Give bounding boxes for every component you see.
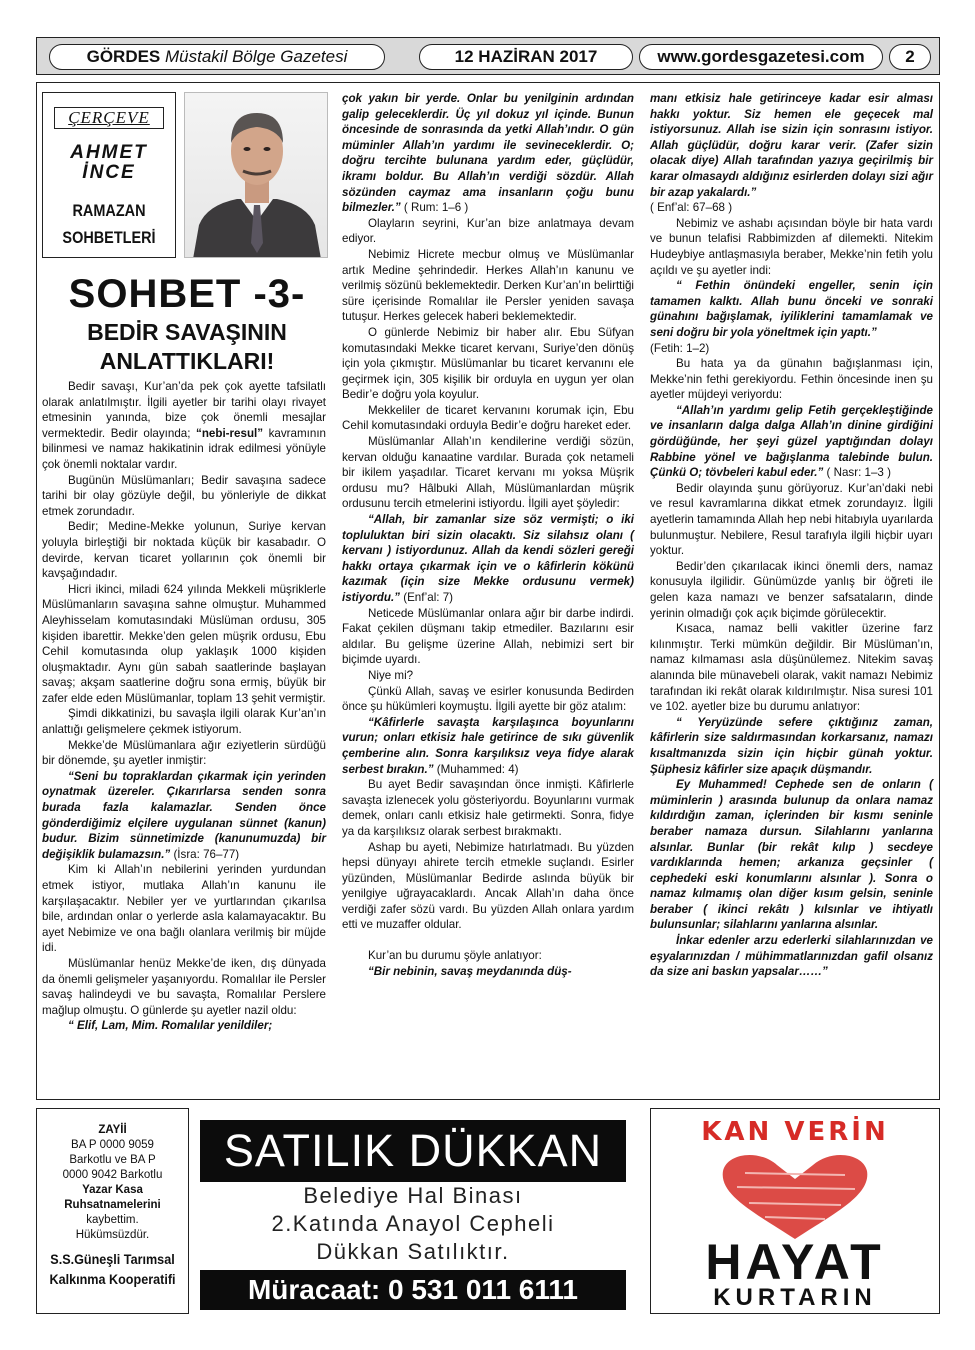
author-last-name: İNCE (82, 162, 136, 183)
paragraph: Olayların seyrini, Kur’an bize anlatmaya devam ediyor. (342, 216, 634, 246)
shop-ad-line: Dükkan Satılıktır. (316, 1239, 510, 1264)
verse-quote: çok yakın bir yerde. Onlar bu yenilginin ardından galip geleceklerdir. Üç yıl dokuz yıl içinde. Bunun öncesinde de sonrasında da yetki Allah’ındır. O gün müminler Allah’ın yardımı ile sevineceklerdir. O; doğru tercihte bulunana yardım eder, güçlüdür, ikramı boldur. Bu Allah’ın verdiği sözdür. Allah sözünden caymaz ama insanların çoğu bunu bilmezler.” ( Rum: 1–6 ) (342, 92, 634, 215)
column-title-box (42, 92, 176, 258)
shop-ad-line: 2.Katında Anayol Cepheli (271, 1211, 555, 1236)
paragraph: Ashap bu ayeti, Nebimize hatırlatmadı. Bu yüzden hepsi dünyayı ahirete tercih etmekle suçlandı. Esirler yüzünden, Müslümanlar Bedirde aslında büyük bir yenilgiye uğrayacaklardı. Ancak Allah’ın daha önce verdiği zafer sözü vardı. Bu yüzden Allah onlara yardım etti ve muzaffer oldular. (342, 840, 634, 932)
brand-subtitle: Müstakil Bölge Gazetesi (165, 47, 348, 66)
verse-quote: İnkar edenler arzu ederlerki silahlarınızdan ve eşyalarınızdan / mühimmatlarınızdan gafil olsanız da size ani baskın yapsalar……” (650, 934, 933, 979)
verse-quote: manı etkisiz hale getirinceye kadar esir alması hakkı yoktur. Siz hemen ele geçecek mal istiyorsunuz. Allah ise sizin için sonrasını istiyor. Allah güçlüdür, doğru karar verir. (Zafer sizin olacak diye) Allah tarafından yazıya geçirilmiş bir karar olmasaydı aldığınız esirlerden dolayı sizi ağır bir azap yakalardı.” (650, 92, 933, 199)
article-column-3 (650, 91, 933, 980)
paragraph: Bedir olayında şunu görüyoruz. Kur’an’daki nebi ve resul kavramlarına dikkat etmek zorundayız. İlgili ayetlerin tamamında Allah hep nebi hitabıyla uyarılarda bulunmuştur. Nebilere, Resul tarafıyla ilgili hiçbir uyarı yoktur. (650, 481, 933, 558)
verse-quote: “ Yeryüzünde sefere çıktığınız zaman, kâfirlerin size saldırmasından korkarsanız, namazı kısaltmanızda sizin için hiçbir günah yoktur. Şüphesiz kâfirler size apaçık düşmandır. (650, 715, 933, 776)
shop-ad-body (196, 1182, 630, 1266)
paragraph: Kim ki Allah’ın nebilerini yerinden yurdundan etmek istiyor, mutlaka Allah’ın kanunu ile karşılaşacaktır. Nebiler yer ve yurtlarından çıkarılsa bile, ardından onlar o yerlerde asla kalamayacaktır. Bu ayet Nebimize ve ona bağlı olanlara verilmiş bir müjde idi. (42, 863, 326, 955)
author-first-name: AHMET (70, 142, 148, 163)
article-headline: SOHBET -3- (68, 272, 306, 316)
verse-quote: “Allah, bir zamanlar size söz vermişti; o iki topluluktan biri sizin olacaktı. Siz silahsız olanı ( kervanı ) istiyordunuz. Allah da kendi sözleri gereği hakkı ortaya çıkarmak için ve o kâfirlerin kökünü kazımak (için size Mekke ordusunu vermek) istiyordu.” (Enf’al: 7) (342, 513, 634, 604)
brand-pill (49, 44, 385, 70)
paragraph: Nebimiz Hicrete mecbur olmuş ve Müslümanlar artık Medine şehrindedir. Herkes Allah’ın kanunu ve verilmiş sözünü beklemektedir. Derken Kur’an’ın belirttiği süre içerisinde Romalılar ile Persler yeniden savaşa tutuşur. Herkes gelecek haberi beklemektedir. (342, 247, 634, 324)
blood-ad-heading: KAN VERİN (701, 1117, 889, 1147)
paragraph: Mekke’de Müslümanlara ağır eziyetlerin sürdüğü bir dönemde, şu ayetler inmiştir: (42, 738, 326, 768)
notice-line: kaybettim. (86, 1214, 139, 1226)
paragraph: Neticede Müslümanlar onlara ağır bir darbe indirdi. Fakat çekilen düşmanı takip etmediler. Bazılarını esir aldılar. Bu gelişme üzerine Allah, nebimizi sert bir biçimde uyardı. (342, 606, 634, 667)
paragraph: Bedir’den çıkarılacak ikinci önemli ders, namaz konusuyla ilgilidir. Günümüzde yanlış bir öğreti ile gelen kaza namazı ve benzer safsataların, dinde yerinin olmadığı çok açık biçimde görülecektir. (650, 559, 933, 620)
paragraph: Kısaca, namaz belli vakitler üzerine farz kılınmıştır. Terki mümkün değildir. Bir Müslüman’ın, namaz kılmaması asla düşünülemez. Nitekim savaş alanında bile münavebeli olarak, vakit namazı Nebimiz tarafından iki rekât olarak kıldırılmıştır. Nisa suresi 101 ve 102. ayetler bize bu durumu anlatıyor: (650, 622, 933, 714)
paragraph: Bedir; Medine-Mekke yolunun, Suriye kervan yoluyla birleştiği bir noktada küçük bir kasabadır. O devirde, kervan ticaret yollarının çok önemli bir kavşağındadır. (42, 520, 326, 581)
paragraph: Çünkü Allah, savaş ve esirler konusunda Bedirden önce şu hükümleri koymuştu. İlgili ayette bir göz atalım: (342, 684, 634, 714)
paragraph: Nebimiz ve ashabı açısından böyle bir hata vardı ve bunun telafisi Rabbimizden af dilemekti. Nitekim Hudeybiye antlaşmasıyla beraber, Mekke’nin fetih yolu açıldı ve şu ayetler indi: (650, 216, 933, 277)
paragraph: Mekkeliler de ticaret kervanını korumak için, Ebu Cehil komutasındaki orduyla Bedir’e doğru hareket eder. (342, 403, 634, 433)
paragraph: Müslümanlar Allah’ın kendilerine verdiği sözün, kervan olduğu kanaatine vardılar. Burada çok netameli bir ikilem yaşadılar. Ticaret kervanı mı yoksa Müşrik ordusu mu? Hâlbuki Allah, Müslümanlardan müşrik ordusunu tercih etmelerini istiyordu. İlgili ayet şöyledir: (342, 435, 634, 511)
verse-quote: Ey Muhammed! Cephede sen de onların ( müminlerin ) arasında bulunup da onlara namaz kıldırdığın zaman, içlerinden bir kısmı seninle beraber namaza dursun. Silahlarını yanlarına alsınlar. Bunlar (bir rekât kılıp ) secdeye vardıklarında hemen; arkanıza geçsinler ( cephedeki eski konumlarını alsınlar ). Sonra o namaz kılmamış olan diğer kısım gelsin, seninle beraber ( ikinci rekâtı ) kılsınlar ve ihtiyatlı bulunsunlar; silahlarını yanlarına alsınlar. (650, 778, 933, 932)
author-name (43, 143, 175, 183)
paragraph: Hicri ikinci, miladi 624 yılında Mekkeli müşriklerle Müslümanların savaşına sahne olmuştur. Muhammed Aleyhisselam komutasındaki Müslüman ordusu, 305 kişiden ibarettir. Mekke’den gelen müşrik ordusu, Ebu Cehil komutasında olup yaklaşık 1000 kişiden oluşmaktadır. Aynı gün sabah saatlerinde başlayan savaş; akşam saatlerine doğru sona ermiş, büyük bir zafer elde eden Müslümanlar, toplam 13 şehit vermiştir. (42, 582, 326, 705)
issue-date: 12 HAZİRAN 2017 (454, 47, 598, 66)
shop-ad-title: SATILIK DÜKKAN (200, 1120, 626, 1182)
paragraph: Bedir savaşı, Kur’an’da pek çok ayette tafsilatlı olarak anlatılmıştır. İlgili ayetler bir tarihi olayı rivayet etmesinin yanında, bize çok önemli mesajlar vermektedir. Bedir olayında; “nebi-resul” kavramının bilinmesi ve namaz hakikatinin idrak edilmesi yönüyle çok önemli noktalar vardır. (42, 380, 326, 471)
website-link[interactable]: www.gordesgazetesi.com (657, 47, 865, 66)
paragraph: Bu hata ya da günahın bağışlanması için, Mekke’nin fethi gerekiyordu. Fethin öncesinde inen şu ayetler müjdeyi veriyordu: (650, 357, 933, 402)
paragraph: Bu ayet Bedir savaşından önce inmişti. Kâfirlerle savaşta izlenecek yolu gösteriyordu. Boyunlarını vurmak demek, onları canlı etkisiz hale getirmekti. Sonra, fidye ya da karşılıksız olarak serbest bırakmaktı. (342, 778, 634, 838)
brand-name: GÖRDES (86, 47, 161, 66)
author-portrait-image (185, 93, 328, 258)
paragraph: O günlerde Nebimiz bir haber alır. Ebu Süfyan komutasındaki Mekke ticaret kervanı, Suriye’den dönüş için yola çıkmıştır. Müslümanlar bu ticaret kervanını ele geçirmek için, 305 kişilik bir orduyla en uygun yer olan Bedir’e doğru yola koyulur. (342, 325, 634, 402)
shop-ad-line: Belediye Hal Binası (303, 1183, 523, 1208)
notice-organization: S.S.Güneşli Tarımsal Kalkınma Kooperatifi (49, 1251, 176, 1287)
spacer (342, 933, 634, 948)
verse-quote: “Allah’ın yardımı gelip Fetih gerçekleştiğinde ve insanların dalga dalga Allah’ın dinine girdiğini gördüğünde, her şeyi güzel yaptığından dolayı Rabbine yönel ve bağışlanma talebinde bulun. Çünkü O; tövbeleri kabul eder.” ( Nasr: 1–3 ) (650, 403, 933, 480)
date-pill (419, 44, 633, 70)
blood-donation-ad (650, 1108, 940, 1314)
loss-notice-ad (36, 1108, 189, 1314)
notice-line: BA P 0000 9059 (71, 1139, 154, 1151)
blood-ad-bottom-word: KURTARIN (713, 1284, 877, 1311)
notice-line: 0000 9042 Barkotlu (62, 1169, 163, 1181)
author-photo (184, 92, 328, 258)
page-number-pill (889, 44, 931, 70)
series-name (53, 197, 165, 251)
notice-title: ZAYİİ (98, 1124, 127, 1136)
verse-reference: (Fetih: 1–2) (650, 341, 710, 355)
paragraph: Şimdi dikkatinizi, bu savaşla ilgili olarak Kur’an’ın anlattığı gelişmelere çekmek istiyorum. (42, 707, 326, 737)
heart-icon (715, 1151, 875, 1241)
verse-quote: “ Fethin önündeki engeller, senin için tamamen kalktı. Allah bunu önceki ve sonraki günahını bağışlamak, iyiliklerini tamamlamak ve seni doğru bir yola yöneltmek için yaptı.” (650, 279, 933, 339)
paragraph: Müslümanlar henüz Mekke’de iken, dış dünyada da önemli gelişmeler yaşanıyordu. Romalılar ile Persler savaş halindeydi ve bu savaşta, Romalılar Perslere mağlup olmuştu. O günlerde şu ayetler nazil oldu: (42, 956, 326, 1017)
page-number: 2 (905, 47, 915, 66)
verse-quote: “Bir nebinin, savaş meydanında düş- (368, 964, 572, 978)
blood-ad-big-word: HAYAT (705, 1234, 885, 1290)
notice-line: Barkotlu ve BA P (69, 1154, 156, 1166)
website-pill[interactable] (639, 44, 883, 70)
shop-ad-contact: Müracaat: 0 531 011 6111 (200, 1270, 626, 1310)
series-line-2: SOHBETLERİ (62, 228, 156, 247)
notice-bold-line: Yazar Kasa Ruhsatnamelerini (64, 1184, 161, 1211)
paragraph: Bugünün Müslümanları; Bedir savaşına sadece tarihi bir olay gözüyle değil, bu yönleriyle de dikkat etmek zorundadır. (42, 473, 326, 518)
verse-quote: “Kâfirlerle savaşta karşılaşınca boyunlarını vurun; onları etkisiz hale getirince de sıkı güvenlik çemberine alın. Sonra karşılıksız veya fidye alarak serbest bırakın.” (Muhammed: 4) (342, 715, 634, 776)
verse-reference: ( Enf’al: 67–68 ) (650, 201, 733, 215)
paragraph: Niye mi? (368, 668, 414, 682)
article-column-2 (342, 91, 634, 979)
verse-quote: “Seni bu topraklardan çıkarmak için yerinden oynatmak üzereler. Çıkarırlarsa senden sonra burada fazla kalamazlar. Senden önce gönderdiğimiz elçilere uygulanan sünnet (kanun) budur. Bizim sünnetimizde (kanunumuzda) bir değişiklik bulamazsın.” (İsra: 76–77) (42, 769, 326, 861)
article-subheadline: BEDİR SAVAŞININ ANLATTIKLARI! (87, 319, 287, 374)
masthead-bar (36, 37, 940, 75)
paragraph: Kur’an bu durumu şöyle anlatıyor: (368, 949, 542, 963)
notice-line: Hükümsüzdür. (75, 1229, 150, 1241)
shop-for-sale-ad (196, 1108, 630, 1314)
column-label: ÇERÇEVE (54, 107, 164, 129)
series-line-1: RAMAZAN (72, 201, 146, 220)
article-column-1 (42, 379, 326, 1034)
verse-quote: “ Elif, Lam, Mim. Romalılar yenildiler; (68, 1019, 273, 1033)
